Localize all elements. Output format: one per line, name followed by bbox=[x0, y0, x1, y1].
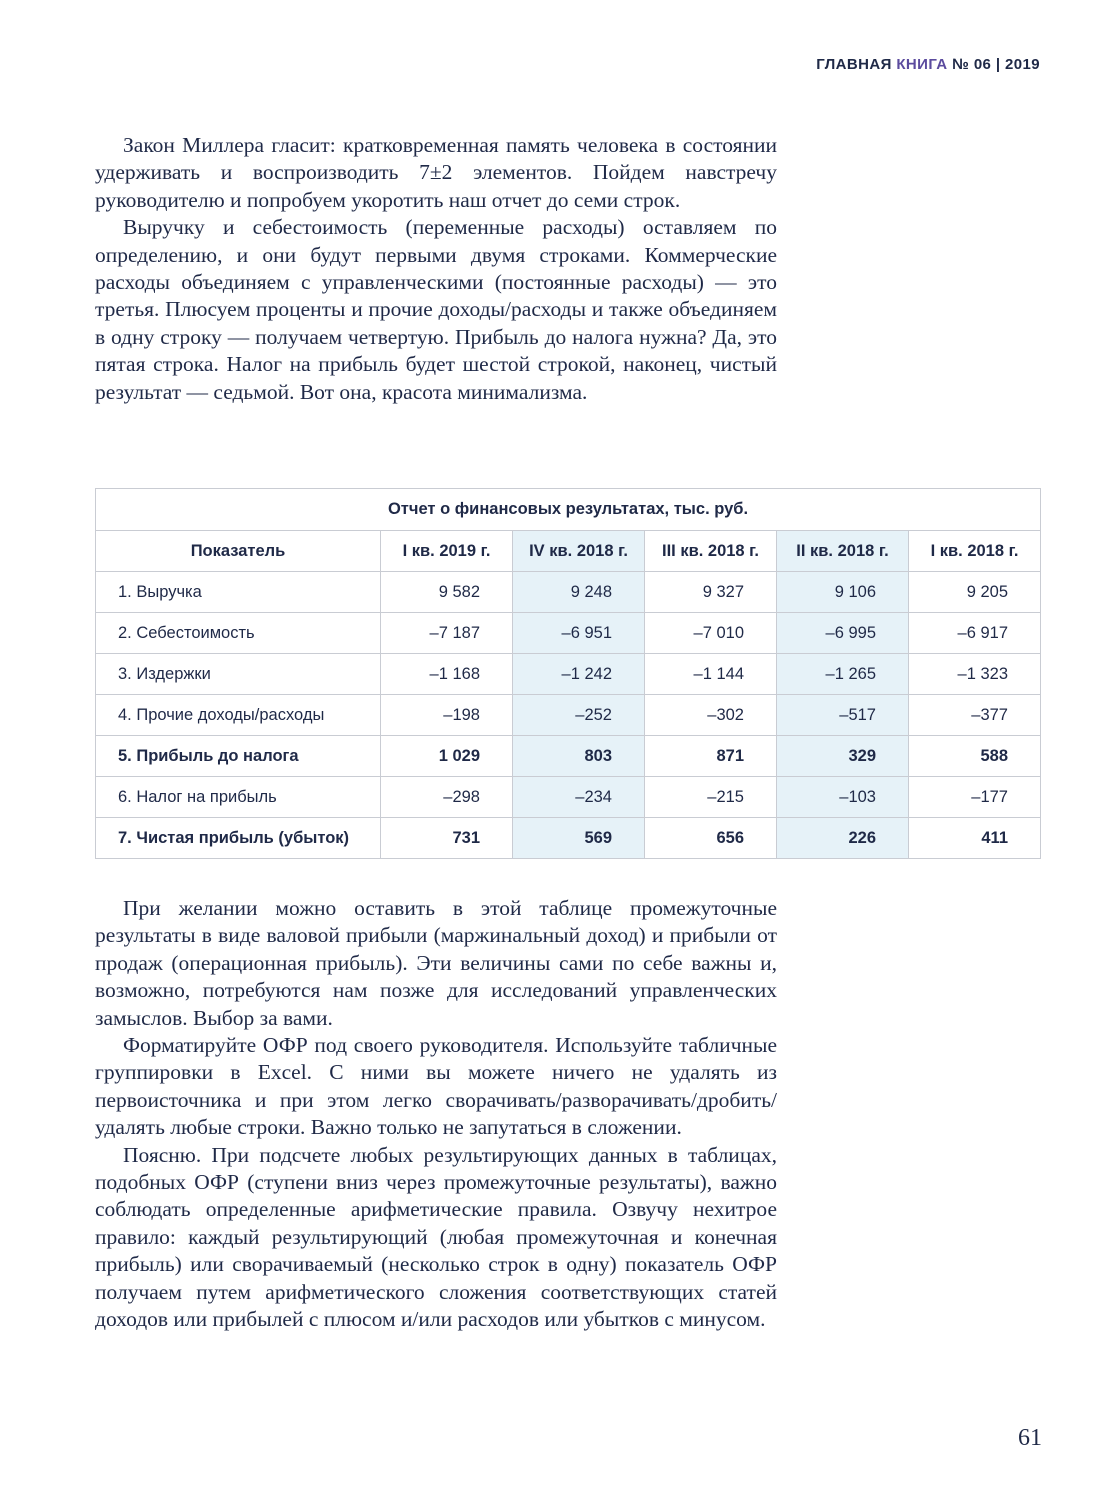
value-cell: –252 bbox=[513, 695, 645, 736]
value-cell: 9 248 bbox=[513, 572, 645, 613]
magazine-header bbox=[816, 56, 1040, 73]
value-cell: –1 144 bbox=[645, 654, 777, 695]
value-cell: –1 323 bbox=[909, 654, 1041, 695]
brand-glavnaya: ГЛАВНАЯ bbox=[816, 56, 892, 73]
value-cell: 569 bbox=[513, 818, 645, 859]
table-row bbox=[96, 777, 1041, 818]
row-label-cell: 7. Чистая прибыль (убыток) bbox=[96, 818, 381, 859]
table-row bbox=[96, 572, 1041, 613]
value-cell: –103 bbox=[777, 777, 909, 818]
row-label-cell: 5. Прибыль до налога bbox=[96, 736, 381, 777]
brand-kniga: КНИГА bbox=[896, 56, 948, 73]
table-row bbox=[96, 695, 1041, 736]
value-cell: –177 bbox=[909, 777, 1041, 818]
issue-number: № 06 | 2019 bbox=[952, 56, 1040, 73]
value-cell: –302 bbox=[645, 695, 777, 736]
value-cell: 871 bbox=[645, 736, 777, 777]
paragraph-4: Форматируйте ОФР под своего руководителя. Используйте табличные группировки в Excel. С ними вы можете ничего не удалять из первоисточника и при этом легко сворачивать/разворачивать/дробить/удалять любые строки. Важно только не запутаться в сложении. bbox=[95, 1033, 777, 1140]
value-cell: –377 bbox=[909, 695, 1041, 736]
value-cell: 411 bbox=[909, 818, 1041, 859]
row-label-cell: 3. Издержки bbox=[96, 654, 381, 695]
column-header-q2-2018: II кв. 2018 г. bbox=[777, 531, 909, 572]
value-cell: –6 995 bbox=[777, 613, 909, 654]
table-title-row bbox=[96, 489, 1041, 531]
value-cell: –234 bbox=[513, 777, 645, 818]
value-cell: –6 917 bbox=[909, 613, 1041, 654]
row-label-cell: 1. Выручка bbox=[96, 572, 381, 613]
value-cell: 1 029 bbox=[381, 736, 513, 777]
value-cell: –517 bbox=[777, 695, 909, 736]
table-row-total bbox=[96, 818, 1041, 859]
row-label-cell: 4. Прочие доходы/расходы bbox=[96, 695, 381, 736]
page-number: 61 bbox=[1018, 1425, 1042, 1451]
financial-results-table bbox=[95, 488, 1041, 859]
table-header-row bbox=[96, 531, 1041, 572]
table-title: Отчет о финансовых результатах, тыс. руб. bbox=[96, 489, 1041, 531]
value-cell: –198 bbox=[381, 695, 513, 736]
value-cell: 329 bbox=[777, 736, 909, 777]
value-cell: –298 bbox=[381, 777, 513, 818]
value-cell: 9 582 bbox=[381, 572, 513, 613]
paragraph-1: Закон Миллера гласит: кратковременная память человека в состоянии удерживать и воспроизводить 7±2 элементов. Пойдем навстречу руководителю и попробуем укоротить наш отчет до семи строк. bbox=[95, 133, 777, 212]
value-cell: –6 951 bbox=[513, 613, 645, 654]
financial-results-table-wrap bbox=[95, 488, 1040, 859]
column-header-q3-2018: III кв. 2018 г. bbox=[645, 531, 777, 572]
row-label-cell: 2. Себестоимость bbox=[96, 613, 381, 654]
paragraph-5: Поясню. При подсчете любых результирующих данных в таблицах, подобных ОФР (ступени вниз через промежуточные результаты), важно соблюдать определенные арифметические правила. Озвучу нехитрое правило: каждый результирующий (любая промежуточная и конечная прибыль) или сворачиваемый (несколько строк в одну) показатель ОФР получаем путем арифметического сложения соответствующих статей доходов или прибылей с плюсом и/или расходов или убытков с минусом. bbox=[95, 1142, 777, 1332]
column-header-q4-2018: IV кв. 2018 г. bbox=[513, 531, 645, 572]
value-cell: 226 bbox=[777, 818, 909, 859]
column-header-q1-2019: I кв. 2019 г. bbox=[381, 531, 513, 572]
value-cell: –7 010 bbox=[645, 613, 777, 654]
paragraph-2: Выручку и себестоимость (переменные расходы) оставляем по определению, и они будут первыми двумя строками. Коммерческие расходы объединяем с управленческими (постоянные расходы) — это третья. Плюсуем проценты и прочие доходы/расходы и также объединяем в одну строку — получаем четвертую. Прибыль до налога нужна? Да, это пятая строка. Налог на прибыль будет шестой строкой, наконец, чистый результат — седьмой. Вот она, красота минимализма. bbox=[95, 215, 777, 404]
value-cell: –1 242 bbox=[513, 654, 645, 695]
value-cell: –1 168 bbox=[381, 654, 513, 695]
table-row bbox=[96, 613, 1041, 654]
value-cell: –1 265 bbox=[777, 654, 909, 695]
paragraph-3: При желании можно оставить в этой таблице промежуточные результаты в виде валовой прибыли (маржинальный доход) и прибыли от продаж (операционная прибыль). Эти величины сами по себе важны и, возможно, потребуются нам позже для исследований управленческих замыслов. Выбор за вами. bbox=[95, 896, 777, 1030]
value-cell: 588 bbox=[909, 736, 1041, 777]
value-cell: 9 205 bbox=[909, 572, 1041, 613]
row-label-cell: 6. Налог на прибыль bbox=[96, 777, 381, 818]
value-cell: 9 327 bbox=[645, 572, 777, 613]
table-row bbox=[96, 654, 1041, 695]
column-header-indicator: Показатель bbox=[96, 531, 381, 572]
value-cell: 9 106 bbox=[777, 572, 909, 613]
value-cell: –215 bbox=[645, 777, 777, 818]
value-cell: 656 bbox=[645, 818, 777, 859]
body-text-bottom bbox=[95, 895, 777, 1334]
value-cell: 731 bbox=[381, 818, 513, 859]
value-cell: 803 bbox=[513, 736, 645, 777]
column-header-q1-2018: I кв. 2018 г. bbox=[909, 531, 1041, 572]
table-row-subtotal bbox=[96, 736, 1041, 777]
body-text-top bbox=[95, 132, 777, 406]
value-cell: –7 187 bbox=[381, 613, 513, 654]
